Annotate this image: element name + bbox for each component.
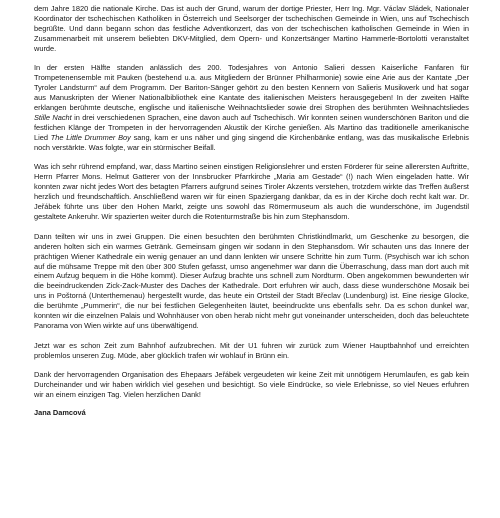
- paragraph-text: In der ersten Hälfte standen anlässlich des 200. Todesjahres von Antonio Salieri dessen Kaiserliche Fanfaren für Trompetenensemble mit Pauken (bestehend u.a. aus Mitgliedern der Brünner Philharmonie) sowie eine Arie aus der Kantate „Der Tyroler Landsturm“ auf dem Programm. Der Bariton-Sänger gehört zu den besten Kennern von Salieris Musikwerk und hat sogar aus Manuskripten der Wiener Nationalbibliothek eine Kantate des italienischen Meisters herausgegeben! In der zweiten Hälfte erklangen berühmte deutsche, englische und italienische Weihnachtslieder sowie drei Strophen des berühmten Weihnachtsliedes: [34, 63, 469, 113]
- paragraph-text: Was ich sehr rührend empfand, war, dass Martino seinen einstigen Religionslehrer und ersten Förderer für seine allerersten Auftritte, Herrn Pfarrer Mons. Helmut Gatterer von der Innsbrucker Pfarrkirche „Maria am Gestade“ (!) nach Wien eingeladen hatte. Wir konnten zwar nicht jedes Wort des betagten Pfarrers aufgrund seines Tiroler Akzents verstehen, trotzdem wirkte das Treffen äußerst herzlich und freundschaftlich. Anschließend waren wir für einen Spaziergang dankbar, da es in der Kirche doch recht kalt war. Dr. Jeřábek führte uns über den Hohen Markt, zeigte uns sowohl das Römermuseum als auch die wunderschöne, im Jugendstil gestaltete Ankeruhr. Wir spazierten weiter durch die Rotenturmstraße bis hin zum Stephansdom.: [34, 162, 469, 221]
- article-page: [34, 4, 469, 426]
- paragraph-text: in drei verschiedenen Sprachen, eine davon auch auf Tschechisch. Wir konnten seinen wunderschönen Bariton und die festlichen Klänge der Trompeten in der hervorragenden Akustik der Kirche genießen. Als Martino das traditionelle amerikanische Lied: [34, 112, 469, 142]
- author-signature: Jana Damcová: [34, 408, 86, 418]
- paragraph: [34, 63, 469, 152]
- paragraph: [34, 341, 469, 361]
- paragraph-text: sang, kam er uns näher und ging singend die Kirchenbänke entlang, was das musikalische Erlebnis noch verstärkte. Was folgte, war ein stürmischer Beifall.: [34, 132, 469, 152]
- paragraph-text: Dank der hervorragenden Organisation des Ehepaars Jeřábek vergeudeten wir keine Zeit mit unnötigem Herumlaufen, es gab kein Durcheinander und wir haben wirklich viel gesehen und besichtigt. So viele Eindrücke, so viele Erlebnisse, so viel Neues erfuhren wir an einem einzigen Tag. Vielen herzlichen Dank!: [34, 370, 469, 400]
- paragraph: [34, 370, 469, 400]
- paragraph: [34, 162, 469, 221]
- italic-title-text: Stille Nacht: [34, 112, 72, 122]
- paragraph-text: dem Jahre 1820 die nationale Kirche. Das ist auch der Grund, warum der dortige Priester, Herr Ing. Mgr. Václav Sládek, Nationaler Koordinator der tschechischen Katholiken in Österreich und Seelsorger der tschechischen Gemeinde in Wien, uns auf Tschechisch begrüßte. Und dann begann schon das festliche Adventkonzert, das von der tschechischen katholischen Gemeinde in Wien in Zusammenarbeit mit unserem beliebten DKV-Mitglied, dem Opern- und Konzertsänger Martino Hammerle-Bortolotti veranstaltet wurde.: [34, 4, 469, 53]
- paragraph: [34, 232, 469, 331]
- article-body: [34, 4, 469, 400]
- paragraph-text: Jetzt war es schon Zeit zum Bahnhof aufzubrechen. Mit der U1 fuhren wir zurück zum Wiener Hauptbahnhof und erreichten problemlos unseren Zug. Müde, aber glücklich trafen wir wohlauf in Brünn ein.: [34, 340, 469, 360]
- paragraph: [34, 4, 469, 54]
- paragraph-text: Dann teilten wir uns in zwei Gruppen. Die einen besuchten den berühmten Christkindlmarkt, um Geschenke zu besorgen, die anderen holten sich ein warmes Getränk. Gemeinsam gingen wir sodann in den Stephansdom. Wir schauten uns das Innere der prächtigen Wiener Kathedrale ein wenig genauer an und dann lenkten wir unsere Schritte hin zum Turm. (Psychisch war ich schon auf die mühsame Treppe mit den über 300 Stufen gefasst, umso angenehmer war dann die Überraschung, dass man dort auch mit einem Aufzug bequem in die Höhe kommt). Dieser Aufzug brachte uns schnell zum Nordturm. Oben angekommen bewunderten wir die beeindruckenden Zick-Zack-Muster des Daches der Kathedrale. Dort erfuhren wir auch, dass diese wunderschöne Mosaik bei uns in Poštorná (Unterthemenau) hergestellt wurde, das heute ein Ortsteil der Stadt Břeclav (Lundenburg) ist. Eine riesige Glocke, die berühmte „Pummerin“, die nur bei festlichen Gelegenheiten läutet, beeindruckte uns ebenfalls sehr. Da es schon dunkel war, konnten wir die einzelnen Palais und Wohnhäuser von oben herab nicht mehr gut voneinander unterscheiden, doch das beleuchtete Panorama von Wien wirkte auf uns überwältigend.: [34, 231, 469, 330]
- italic-title-text: The Little Drummer Boy: [50, 132, 131, 142]
